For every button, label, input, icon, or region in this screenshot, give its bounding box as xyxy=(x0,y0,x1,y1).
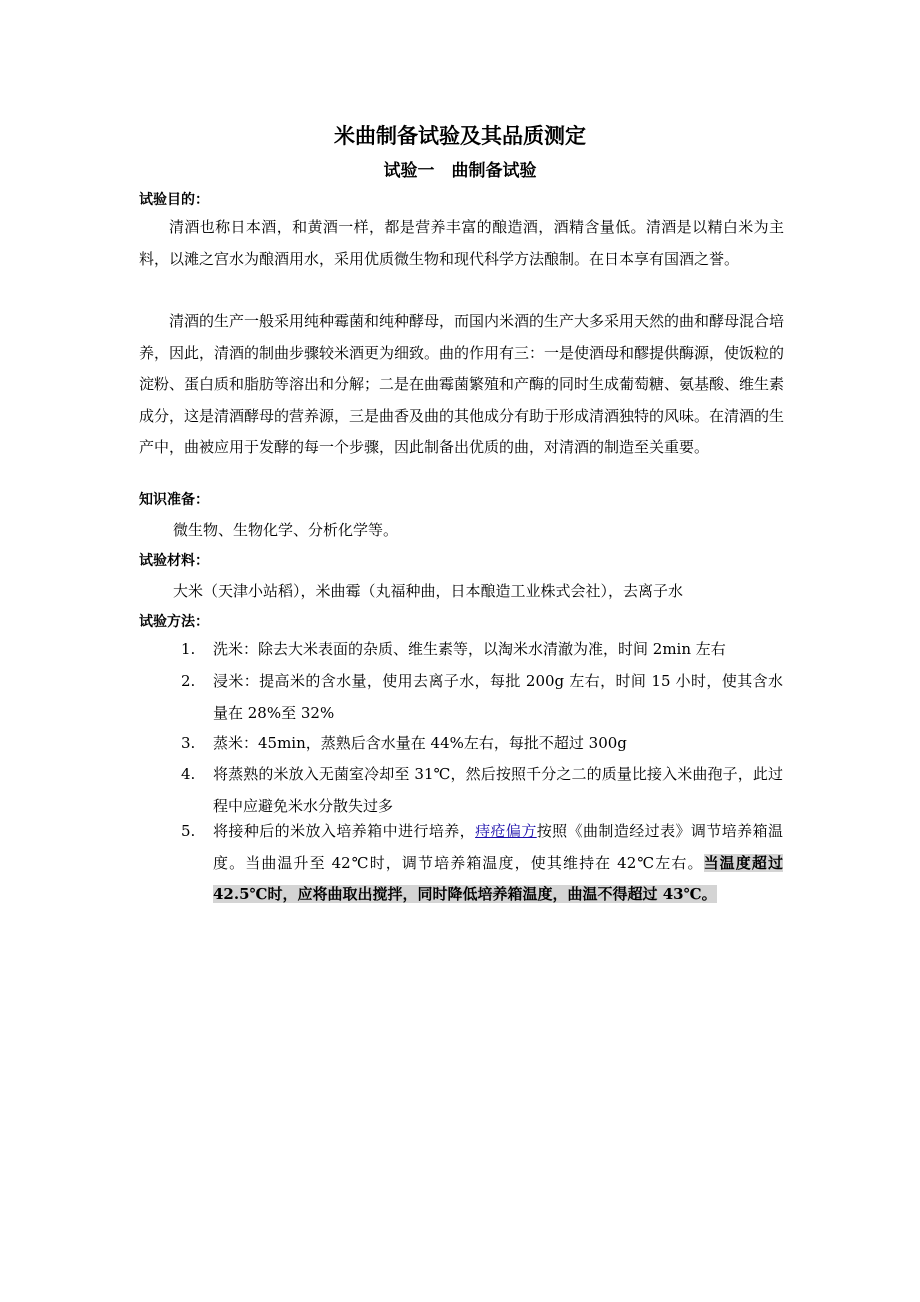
method-heading: 试验方法： xyxy=(139,614,209,630)
purpose-heading: 试验目的： xyxy=(139,192,209,208)
step-number: 1. xyxy=(181,640,196,658)
step-number: 3. xyxy=(181,734,196,752)
step5-highlight-warning: 当温度超过 42.5℃时，应将曲取出搅拌，同时降低培养箱温度，曲温不得超过 43℃。 xyxy=(213,853,783,903)
step-number: 2. xyxy=(181,672,196,690)
step-text xyxy=(213,816,783,911)
step-text: 将蒸熟的米放入无菌室冷却至 31℃，然后按照千分之二的质量比接入米曲孢子，此过程中应避免米水分散失过多 xyxy=(213,765,783,815)
purpose-paragraph: 清酒的生产一般采用纯种霉菌和纯种酵母，而国内米酒的生产大多采用天然的曲和酵母混合培养，因此，清酒的制曲步骤较米酒更为细致。曲的作用有三：一是使酒母和醪提供酶源，使饭粒的淀粉、蛋白质和脂肪等溶出和分解；二是在曲霉菌繁殖和产酶的同时生成葡萄糖、氨基酸、维生素成分，这是清酒酵母的营养源，三是曲香及曲的其他成分有助于形成清酒独特的风味。在清酒的生产中，曲被应用于发酵的每一个步骤，因此制备出优质的曲，对清酒的制造至关重要。 xyxy=(139,312,785,456)
step-number: 4. xyxy=(181,765,196,783)
step5-text-middle: 按照《曲制造经过表》调节培养箱温度。当曲温升至 42℃时，调节培养箱温度，使其维持在 42℃左右。 xyxy=(213,822,783,872)
knowledge-heading: 知识准备： xyxy=(139,492,209,508)
step-number: 5. xyxy=(181,822,196,840)
materials-text: 大米（天津小站稻），米曲霉（丸福种曲，日本酿造工业株式会社），去离子水 xyxy=(173,582,684,600)
step-text: 洗米：除去大米表面的杂质、维生素等，以淘米水清澈为准，时间 2min 左右 xyxy=(213,640,726,658)
knowledge-text: 微生物、生物化学、分析化学等。 xyxy=(173,521,399,539)
step-text: 浸米：提高米的含水量，使用去离子水，每批 200g 左右，时间 15 小时，使其含水量在 28%至 32% xyxy=(213,672,783,722)
step5-link[interactable]: 痔疮偏方 xyxy=(475,822,537,840)
step-text: 蒸米：45min，蒸熟后含水量在 44%左右，每批不超过 300g xyxy=(213,734,627,752)
materials-heading: 试验材料： xyxy=(139,553,209,569)
document-subtitle: 试验一 曲制备试验 xyxy=(383,161,537,181)
purpose-paragraph: 清酒也称日本酒，和黄酒一样，都是营养丰富的酿造酒，酒精含量低。清酒是以精白米为主料，以滩之宫水为酿酒用水，采用优质微生物和现代科学方法酿制。在日本享有国酒之誉。 xyxy=(139,218,784,268)
document-title: 米曲制备试验及其品质测定 xyxy=(334,124,586,148)
step5-text-before: 将接种后的米放入培养箱中进行培养， xyxy=(213,822,476,840)
